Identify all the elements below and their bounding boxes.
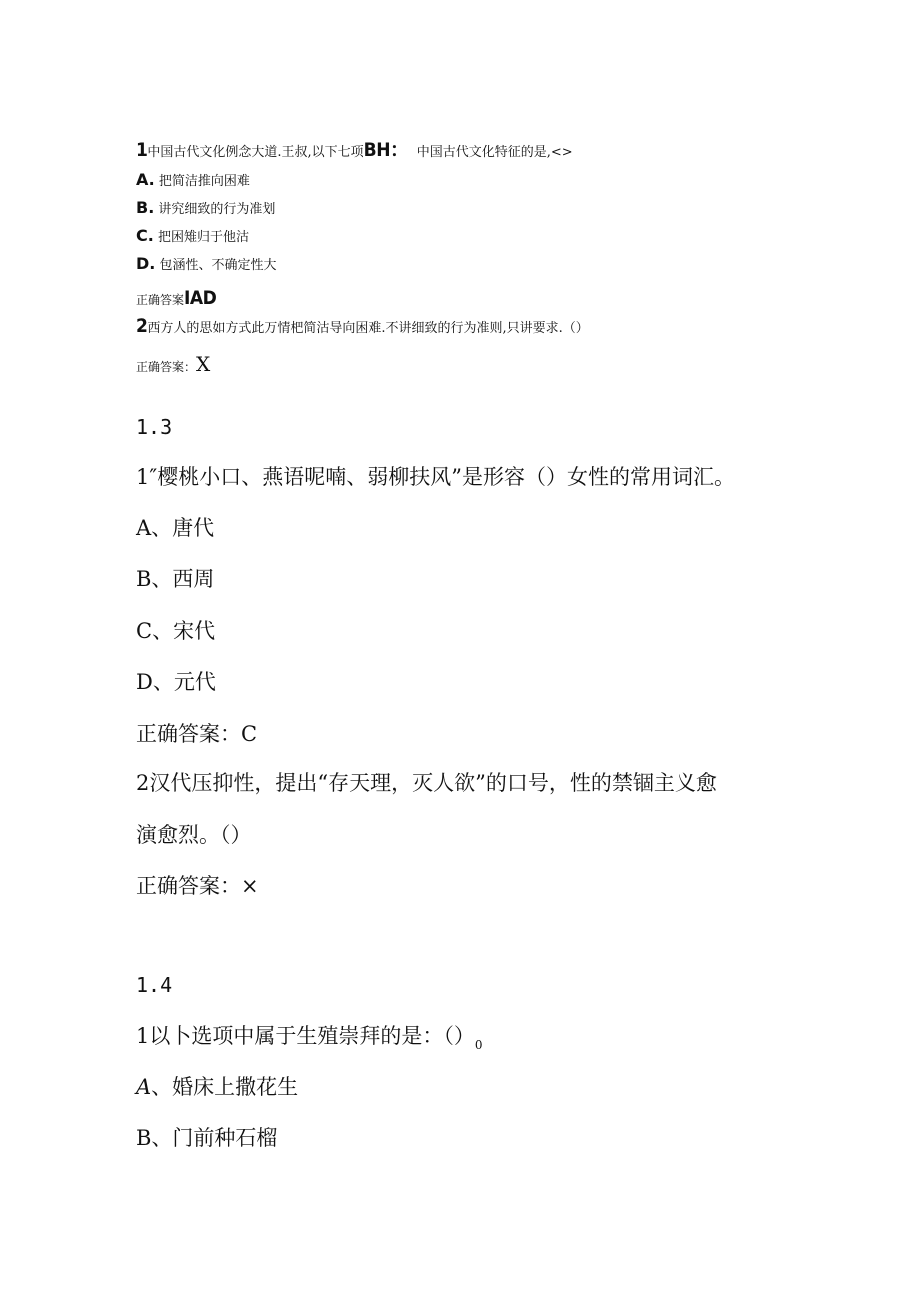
s2-option-a: A、唐代 <box>136 516 215 540</box>
s1-q1-text-b: 中国古代文化特征的是,<> <box>416 145 573 160</box>
s1-option-b-letter: B. <box>136 198 155 217</box>
s3-q1-number: 1 <box>136 1024 150 1048</box>
s1-option-c-letter: C. <box>136 226 154 245</box>
s1-question-1 <box>136 141 573 160</box>
s1-option-b <box>136 200 275 216</box>
s1-answer-1-label: 正确答案 <box>136 293 185 307</box>
s2-option-c: C、宋代 <box>136 619 216 643</box>
s1-q1-number: 1 <box>136 139 148 161</box>
s3-option-a-letter: A <box>136 1075 152 1099</box>
s1-answer-2-value: X <box>196 352 211 376</box>
s1-answer-1 <box>136 289 216 308</box>
s1-answer-2-label: 正确答案： <box>136 360 197 374</box>
s3-question-1 <box>136 1026 483 1051</box>
s2-q1-number: 1 <box>136 465 150 489</box>
s2-q2-number: 2 <box>136 771 150 795</box>
s3-q1-suffix: 0 <box>474 1038 483 1052</box>
s1-option-b-text: 讲究细致的行为准划 <box>158 202 276 217</box>
s3-option-b: B、门前种石榴 <box>136 1126 278 1150</box>
s1-q1-bold-mid: BH： <box>363 139 409 161</box>
s2-question-2-line-2: 演愈烈。（） <box>136 823 252 847</box>
s1-option-c-text: 把困雉归于他沽 <box>157 230 249 245</box>
s2-option-d: D、元代 <box>136 670 216 694</box>
s2-option-b: B、西周 <box>136 567 215 591</box>
s1-option-a-text: 把简洁推向困难 <box>158 174 250 189</box>
s1-q2-text: 西方人的思如方式此万情杷简沽导向困难.不讲细致的行为准则,只讲要求.（） <box>147 321 589 336</box>
s1-question-2 <box>136 317 589 336</box>
s1-option-d <box>136 256 277 272</box>
s2-answer-2: 正确答案：× <box>136 874 259 898</box>
s1-option-a <box>136 172 250 188</box>
s1-option-d-text: 包涵性、不确定性大 <box>159 258 277 273</box>
s3-option-a-text: 、婚床上撒花生 <box>151 1075 299 1099</box>
s2-q2-line-1: 汉代压抑性，提出“存天理，灭人欲”的口号，性的禁锢主义愈 <box>149 771 717 795</box>
s2-answer-1: 正确答案：C <box>136 722 258 746</box>
s1-q1-text-a: 中国古代文化例念大道.王叔,以下七项 <box>147 145 364 160</box>
s1-option-d-letter: D. <box>136 254 156 273</box>
s1-answer-2 <box>136 354 210 374</box>
s2-question-1 <box>136 467 735 488</box>
s2-question-2-line-1 <box>136 773 717 794</box>
s3-option-a <box>136 1077 298 1098</box>
section-heading-1-4: 1.4 <box>136 973 173 997</box>
s1-q2-number: 2 <box>136 315 148 337</box>
section-heading-1-3: 1.3 <box>136 415 173 439</box>
s1-option-c <box>136 228 249 244</box>
s1-answer-1-value: IAD <box>184 287 217 309</box>
s1-option-a-letter: A. <box>136 170 155 189</box>
s2-q1-text: ″樱桃小口、燕语呢喃、弱柳扶风”是形容（）女性的常用词汇。 <box>149 465 735 489</box>
s3-q1-text: 以卜选项中属于生殖崇拜的是：（） <box>149 1024 475 1048</box>
